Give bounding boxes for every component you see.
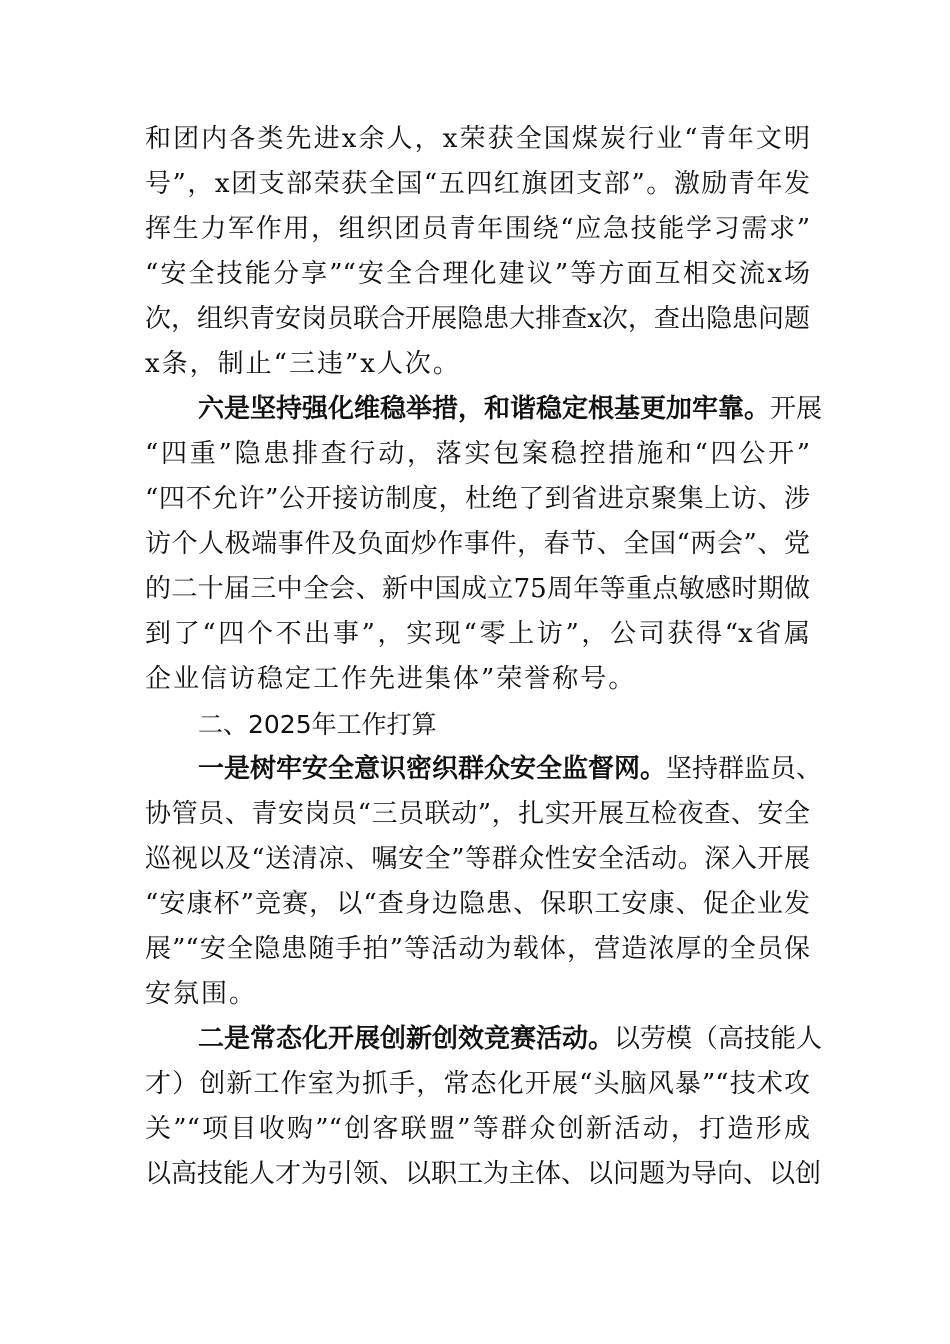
body-text-line: 才）创新工作室为抓手，常态化开展“头脑风暴”“技术攻 [145,1069,810,1099]
body-text-line: “四重”隐患排查行动，落实包案稳控措施和“四公开” [145,439,810,469]
body-text-line: 展”“安全隐患随手拍”等活动为载体，营造浓厚的全员保 [145,934,810,964]
body-text-line: 关”“项目收购”“创客联盟”等群众创新活动，打造形成 [145,1114,810,1144]
body-text-line: x条，制止“三违”x人次。 [145,349,461,379]
body-text-line: 以高技能人才为引领、以职工为主体、以问题为导向、以创 [145,1159,822,1189]
paragraph-first-line [198,1017,823,1062]
paragraph-first-line [198,387,823,432]
body-text-line: 访个人极端事件及负面炒作事件，春节、全国“两会”、党 [145,529,810,559]
paragraph-lead-sentence: 二是常态化开展创新创效竞赛活动。 [198,1024,615,1054]
body-text-line: 企业信访稳定工作先进集体”荣誉称号。 [145,664,637,694]
paragraph-text: 以劳模（高技能人 [614,1024,823,1054]
body-text-line: 安氛围。 [145,979,258,1009]
paragraph-text: 开展 [770,394,823,424]
body-text-line: 的二十届三中全会、新中国成立75周年等重点敏感时期做 [145,574,810,604]
body-text-line: 巡视以及“送清凉、嘱安全”等群众性安全活动。深入开展 [145,844,810,874]
body-text-line: “四不允许”公开接访制度，杜绝了到省进京聚集上访、涉 [145,484,810,514]
body-text-line: “安全技能分享”“安全合理化建议”等方面互相交流x场 [145,259,810,289]
paragraph-first-line [198,747,823,792]
body-text-line: 挥生力军作用，组织团员青年围绕“应急技能学习需求” [145,214,810,244]
paragraph-text: 坚持群监员、 [666,754,823,784]
body-text-line: “安康杯”竞赛，以“查身边隐患、保职工安康、促企业发 [145,889,810,919]
body-text-line: 次，组织青安岗员联合开展隐患大排查x次，查出隐患问题 [145,304,810,334]
paragraph-lead-sentence: 一是树牢安全意识密织群众安全监督网。 [198,754,667,784]
paragraph-lead-sentence: 六是坚持强化维稳举措，和谐稳定根基更加牢靠。 [198,394,771,424]
body-text-line: 协管员、青安岗员“三员联动”，扎实开展互检夜查、安全 [145,799,810,829]
body-text-line: 号”，x团支部荣获全国“五四红旗团支部”。激励青年发 [145,169,810,199]
body-text-line: 和团内各类先进x余人，x荣获全国煤炭行业“青年文明 [145,124,810,154]
section-heading: 二、2025年工作打算 [198,710,437,739]
body-text-line: 到了“四个不出事”，实现“零上访”，公司获得“x省属 [145,619,810,649]
